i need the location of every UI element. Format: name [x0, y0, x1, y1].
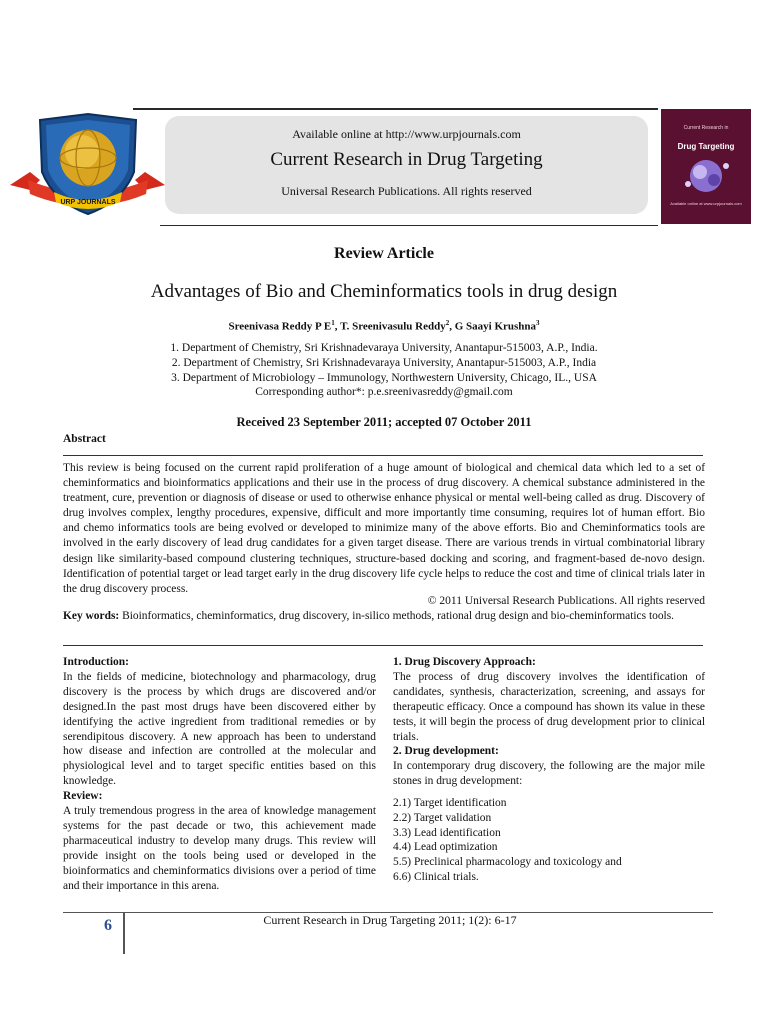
abstract-bottom-rule [63, 645, 703, 646]
article-title: Advantages of Bio and Cheminformatics tools in drug design [150, 281, 618, 302]
header-top-rule [133, 108, 658, 110]
left-column [63, 655, 376, 894]
abstract-top-rule [63, 455, 703, 456]
header-bottom-rule [160, 225, 658, 226]
urp-journals-logo [10, 110, 165, 220]
received-dates: Received 23 September 2011; accepted 07 October 2011 [236, 415, 532, 429]
section-2-heading: 2. Drug development: [393, 745, 499, 758]
footer-citation: Current Research in Drug Targeting 2011; 1(2): 6-17 [263, 913, 517, 927]
affiliation-2: 2. Department of Chemistry, Sri Krishnadevaraya University, Anantapur-515003, A.P., India [171, 357, 597, 369]
keywords-label: Key words: [63, 610, 120, 622]
keywords [63, 609, 705, 624]
footer-vertical-rule [123, 912, 125, 954]
keywords-text: Bioinformatics, cheminformatics, drug discovery, in-silico methods, rational drug design and bio-cheminformatics tools. [122, 610, 675, 622]
section-2-text: In contemporary drug discovery, the following are the major mile stones in drug development: [393, 760, 705, 788]
cover-title: Drug Targeting [677, 142, 735, 151]
corresponding-author: Corresponding author*: p.e.sreenivasreddy@gmail.com [255, 386, 513, 398]
copyright-line: © 2011 Universal Research Publications. All rights reserved [427, 595, 705, 607]
list-item: 6.6) Clinical trials. [393, 870, 479, 883]
section-1-heading: 1. Drug Discovery Approach: [393, 656, 536, 668]
review-heading: Review: [63, 790, 103, 803]
page-number: 6 [104, 917, 112, 934]
author-list: Sreenivasa Reddy P $E^1$, T. Sreenivasulu Reddy$^2$, G Saayi Krushna$^3$ [228, 319, 540, 333]
logo-text: URP JOURNALS [60, 199, 116, 206]
author-name: T. Sreenivasulu Reddy [340, 320, 446, 333]
abstract-text: This review is being focused on the current rapid proliferation of a huge amount of biological and chemical data which led to a set of cheminformatics and bioinformatics applications and their use in the process of drug discovery. A chemical substance administered in the treatment, cure, prevention or diagnosis of disease or used to otherwise enhance physical or mental well-being called as drug. Discovery of drug involves complex, lengthy procedures, expensive, difficult and more importantly time consuming, requires lot of human effort. Bio and chemo informatics tools are being evolved or developed to minimize many of the above efforts. Bio and Cheminformatics tools are involved in the early discovery of lead drug candidates for a given target disease. There are various trends in virtual combinatorial library design like similarity-based compound clustering techniques, structure-based docking and scoring, and fragment-based de-novo design. Identification of potential target or lead target early in the drug discovery life cycle helps to reduce the cost and time of clinical trials later in the drug discovery process. [63, 462, 705, 595]
author-name: G Saayi Krushna [454, 320, 537, 333]
abstract-heading: Abstract [63, 433, 106, 445]
section-1-text: The process of drug discovery involves the identification of candidates, synthesis, characterization, screening, and assays for therapeutic efficacy. Once a compound has shown its value in these tests, it will begin the process of drug development prior to clinical trials. [393, 670, 705, 743]
journal-title: Current Research in Drug Targeting [270, 149, 543, 170]
affiliation-3: 3. Department of Microbiology – Immunology, Northwestern University, Chicago, IL., USA [171, 372, 597, 384]
author-affiliation-mark: 2 [445, 319, 450, 327]
milestone-list [393, 796, 705, 885]
availability-line: Available online at http://www.urpjournals.com [292, 127, 521, 141]
list-item: 3.3) Lead identification [393, 826, 501, 839]
introduction-heading: Introduction: [63, 656, 129, 668]
list-item: 4.4) Lead optimization [393, 841, 498, 854]
journal-cover-thumbnail [661, 109, 751, 224]
list-item: 2.2) Target validation [393, 811, 492, 824]
article-type: Review Article [334, 245, 434, 262]
review-text: A truly tremendous progress in the area of knowledge management systems for the past decade or two, this achievement made pharmaceutical industry to develop many drugs. This review will provide insight on the tools being used or developed in the bioinformatics and cheminformatics divisions over a period of time and their importance in this arena. [63, 805, 376, 892]
affiliation-1: 1. Department of Chemistry, Sri Krishnadevaraya University, Anantapur-515003, A.P., India. [170, 342, 598, 354]
author-name: Sreenivasa Reddy P E [228, 320, 332, 333]
cover-line-1: Current Research in [683, 125, 729, 131]
publisher-line: Universal Research Publications. All rights reserved [281, 184, 532, 198]
list-item: 5.5) Preclinical pharmacology and toxicology and [393, 856, 622, 869]
author-affiliation-mark: 3 [536, 319, 540, 327]
right-column [393, 655, 705, 789]
introduction-text: In the fields of medicine, biotechnology and pharmacology, drug discovery is the process by which drugs are discovered and/or designed.In the past most drugs have been discovered either by identifying the active ingredient from traditional remedies or by serendipitous discovery. A new approach has been to understand how disease and infection are controlled at the molecular and physiological level and to target specific entities based on this knowledge. [63, 670, 376, 788]
list-item: 2.1) Target identification [393, 797, 507, 809]
cover-molecule-image [676, 156, 736, 196]
cover-line-3: Available online at www.urpjournals.com [670, 201, 742, 206]
author-affiliation-mark: 1 [331, 319, 335, 327]
